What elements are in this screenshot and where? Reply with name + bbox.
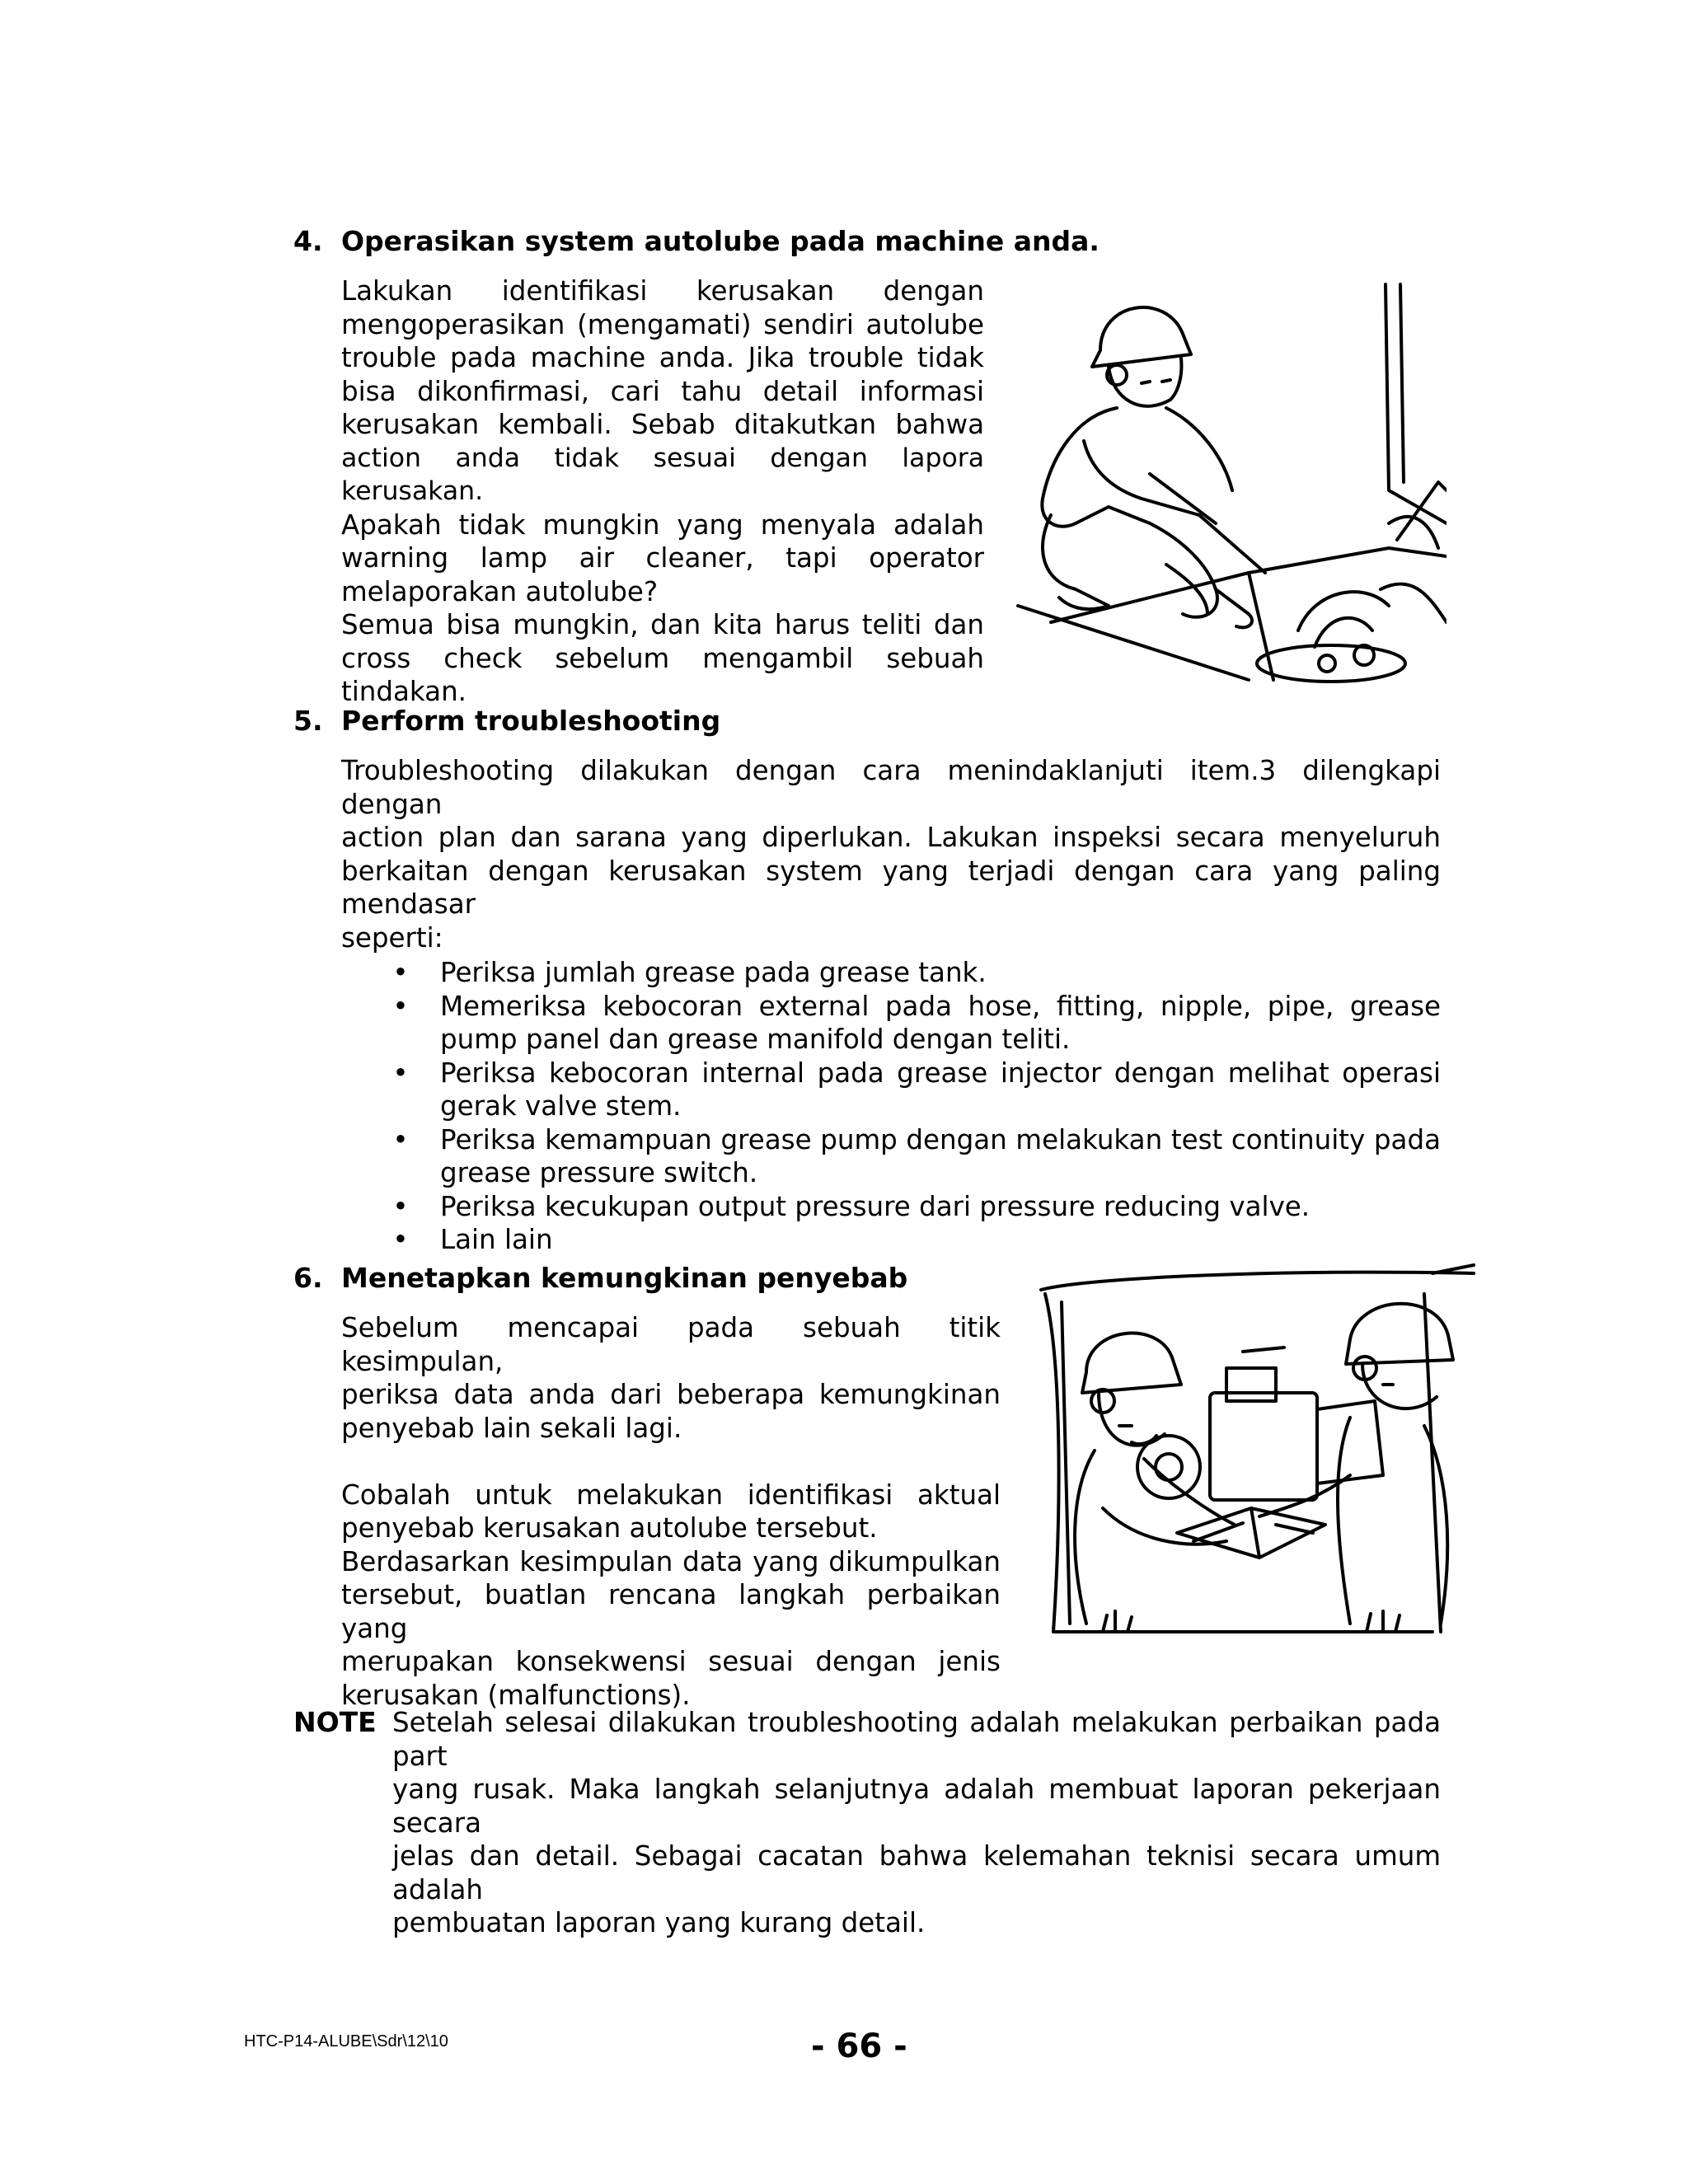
page-number: - 66 - bbox=[811, 2027, 907, 2065]
section-4-number: 4. bbox=[293, 225, 323, 257]
note-line: jelas dan detail. Sebagai cacatan bahwa kelemahan teknisi secara umum adalah bbox=[392, 1840, 1441, 1905]
section-6-line: tersebut, buatlan rencana langkah perbaikan yang bbox=[341, 1579, 1001, 1644]
section-5-line: action plan dan sarana yang diperlukan. Lakukan inspeksi secara menyeluruh bbox=[341, 822, 1441, 853]
section-4-line: mengoperasikan (mengamati) sendiri autolube bbox=[341, 308, 984, 340]
two-mechanics-reading-manual-illustration bbox=[1037, 1261, 1478, 1657]
list-item: • Periksa jumlah grease pada grease tank. bbox=[341, 956, 1441, 990]
mechanic-inspecting-engine-illustration bbox=[1001, 276, 1447, 684]
bullet-icon: • bbox=[392, 1123, 409, 1155]
bullet-icon: • bbox=[392, 990, 409, 1022]
section-6-line: periksa data anda dari beberapa kemungkinan bbox=[341, 1379, 1001, 1410]
section-4-heading bbox=[293, 224, 1100, 259]
section-5-heading bbox=[293, 704, 720, 738]
section-4-line: warning lamp air cleaner, tapi operator bbox=[341, 542, 984, 574]
section-6-line: penyebab kerusakan autolube tersebut. bbox=[341, 1512, 878, 1544]
section-4-line: kerusakan kembali. Sebab ditakutkan bahwa bbox=[341, 409, 984, 440]
section-4-line: melaporakan autolube? bbox=[341, 575, 659, 607]
troubleshooting-checklist bbox=[341, 956, 1441, 1257]
section-4-line: Apakah tidak mungkin yang menyala adalah bbox=[341, 509, 984, 541]
note-line: pembuatan laporan yang kurang detail. bbox=[392, 1907, 926, 1938]
section-5-line: seperti: bbox=[341, 921, 443, 954]
section-6-body bbox=[341, 1311, 1001, 1712]
section-6-line: Cobalah untuk melakukan identifikasi aktual bbox=[341, 1479, 1001, 1511]
section-5-line: Troubleshooting dilakukan dengan cara menindaklanjuti item.3 dilengkapi dengan bbox=[341, 755, 1441, 820]
section-6-line bbox=[341, 1445, 1001, 1479]
section-4-line: bisa dikonfirmasi, cari tahu detail informasi bbox=[341, 375, 984, 407]
note-line: yang rusak. Maka langkah selanjutnya adalah membuat laporan pekerjaan secara bbox=[392, 1774, 1441, 1839]
list-item: • Memeriksa kebocoran external pada hose, fitting, nipple, pipe, grease pump panel dan grease manifold dengan teliti. bbox=[341, 990, 1441, 1057]
section-4-line: cross check sebelum mengambil sebuah tindakan. bbox=[341, 642, 984, 707]
section-6-line: merupakan konsekwensi sesuai dengan jenis bbox=[341, 1646, 1001, 1677]
section-4-line: Semua bisa mungkin, dan kita harus teliti dan bbox=[341, 609, 984, 640]
note-line: Setelah selesai dilakukan troubleshooting adalah melakukan perbaikan pada part bbox=[392, 1707, 1441, 1772]
section-6-line: Berdasarkan kesimpulan data yang dikumpulkan bbox=[341, 1545, 1001, 1577]
section-4-title: Operasikan system autolube pada machine anda. bbox=[341, 225, 1100, 257]
document-code: HTC-P14-ALUBE\Sdr\12\10 bbox=[244, 2032, 448, 2050]
section-6-title: Menetapkan kemungkinan penyebab bbox=[341, 1262, 908, 1294]
note-body bbox=[392, 1706, 1441, 1940]
bullet-icon: • bbox=[392, 957, 409, 988]
section-4-line: action anda tidak sesuai dengan lapora kerusakan. bbox=[341, 443, 984, 506]
section-4-line: Lakukan identifikasi kerusakan dengan bbox=[341, 275, 984, 307]
section-5-title: Perform troubleshooting bbox=[341, 705, 721, 737]
section-5-body bbox=[341, 754, 1441, 1257]
list-item: • Lain lain bbox=[341, 1223, 1441, 1257]
section-6-line: penyebab lain sekali lagi. bbox=[341, 1412, 682, 1444]
list-item: • Periksa kemampuan grease pump dengan melakukan test continuity pada grease pressure switch. bbox=[341, 1123, 1441, 1190]
section-4-body bbox=[341, 274, 984, 709]
section-5-line: berkaitan dengan kerusakan system yang terjadi dengan cara yang paling mendasar bbox=[341, 855, 1441, 920]
list-item: • Periksa kecukupan output pressure dari pressure reducing valve. bbox=[341, 1190, 1441, 1224]
bullet-icon: • bbox=[392, 1057, 409, 1089]
section-6-number: 6. bbox=[293, 1262, 323, 1294]
note-label: NOTE bbox=[293, 1706, 377, 1738]
section-6-line: Sebelum mencapai pada sebuah titik kesimpulan, bbox=[341, 1312, 1001, 1377]
list-item: • Periksa kebocoran internal pada grease injector dengan melihat operasi gerak valve stem. bbox=[341, 1057, 1441, 1123]
section-6-line: kerusakan (malfunctions). bbox=[341, 1679, 691, 1711]
section-6-heading bbox=[293, 1261, 907, 1296]
section-5-number: 5. bbox=[293, 705, 323, 737]
bullet-icon: • bbox=[392, 1224, 409, 1255]
bullet-icon: • bbox=[392, 1190, 409, 1222]
section-4-line: trouble pada machine anda. Jika trouble tidak bbox=[341, 342, 984, 373]
